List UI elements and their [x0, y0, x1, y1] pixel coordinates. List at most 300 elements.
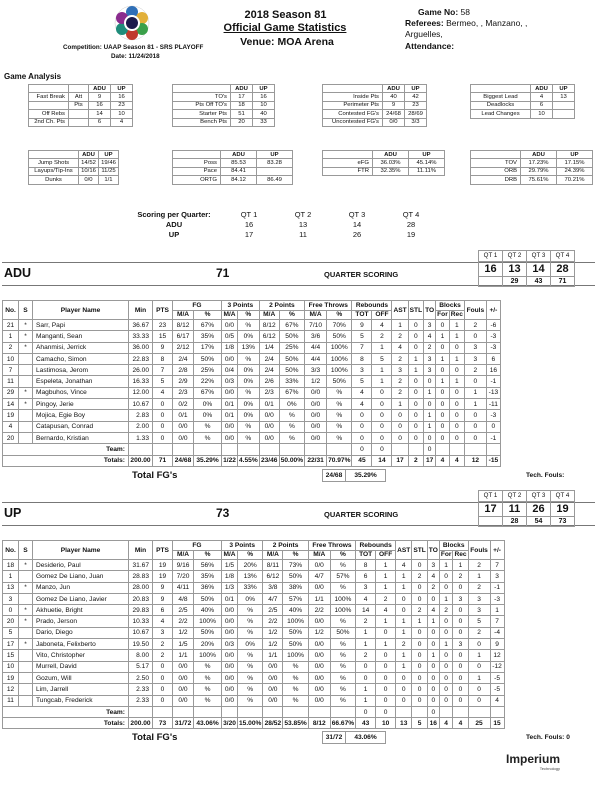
player-row — [3, 421, 501, 432]
player-row — [3, 605, 505, 616]
stat-cell: 0 — [392, 410, 408, 421]
stat-cell: 0 — [396, 605, 412, 616]
col-header: PTS — [153, 301, 173, 320]
analysis-value: 1/1 — [99, 176, 119, 184]
stat-cell: 4 — [153, 616, 173, 627]
stat-cell: 1 — [356, 695, 376, 706]
stat-cell: 19 — [153, 560, 173, 571]
stat-cell: 0 — [412, 560, 427, 571]
stat-cell: * — [19, 320, 33, 331]
total-fg-made: 31/72 — [323, 732, 346, 744]
team-name: UP — [4, 506, 22, 520]
stat-cell: 0 — [376, 672, 396, 683]
stat-cell: 0/0 — [222, 672, 238, 683]
col-header: Blocks — [436, 301, 465, 311]
stat-cell: 1 — [396, 627, 412, 638]
stat-cell: 57% — [283, 593, 308, 604]
stat-cell: 0 — [436, 365, 450, 376]
stat-cell: % — [327, 387, 352, 398]
stat-cell: 1 — [396, 571, 412, 582]
stat-cell: 50% — [194, 593, 222, 604]
stat-cell: 3 — [153, 627, 173, 638]
analysis-value: 24.39% — [557, 167, 593, 175]
stat-cell: 0 — [436, 432, 450, 443]
stat-cell: % — [238, 627, 263, 638]
stat-cell: 0 — [439, 650, 453, 661]
player-name: Akhuetie, Bright — [33, 605, 129, 616]
qt-score: 19 — [551, 501, 575, 516]
analysis-label: Pts Off TO's — [173, 101, 231, 109]
stat-cell: 100% — [194, 650, 222, 661]
stat-cell: 1 — [490, 605, 504, 616]
stat-cell: 0/0 — [222, 421, 238, 432]
stat-cell: 2/2 — [173, 616, 194, 627]
lead-table — [470, 84, 575, 119]
col-header: Min — [129, 301, 153, 320]
stat-cell: -3 — [490, 593, 504, 604]
col-header: Rebounds — [356, 541, 396, 551]
total-fg-pct: 35.29% — [346, 470, 386, 482]
rates-table — [470, 150, 593, 185]
qt-value: 13 — [298, 219, 308, 229]
col-header: AST — [392, 301, 408, 320]
stat-cell: 50% — [283, 627, 308, 638]
stat-cell: 0 — [412, 672, 427, 683]
stat-cell: % — [330, 695, 355, 706]
stat-cell: 0/5 — [222, 331, 238, 342]
stat-cell: 100% — [330, 593, 355, 604]
uaap-logo — [112, 4, 152, 42]
stat-cell: 1 — [3, 331, 19, 342]
stat-cell: 28.00 — [129, 582, 153, 593]
stat-cell: 14 — [356, 605, 376, 616]
stat-cell: 3 — [427, 560, 439, 571]
possession-table — [172, 150, 293, 185]
total-cell: 4 — [436, 455, 450, 466]
total-cell: 53.85% — [283, 718, 308, 729]
stat-cell: 1 — [468, 650, 490, 661]
stat-cell: 2 — [453, 571, 468, 582]
col-header: 3 Points — [222, 301, 260, 311]
analysis-header: UP — [253, 85, 275, 93]
stat-cell: % — [194, 695, 222, 706]
stat-cell: 4 — [153, 387, 173, 398]
stat-cell: 0/0 — [308, 684, 330, 695]
totals-row — [3, 455, 501, 466]
total-cell: 5 — [412, 718, 427, 729]
col-header: 3 Points — [222, 541, 263, 551]
stat-cell: 0 — [153, 399, 173, 410]
stat-cell: 2 — [392, 376, 408, 387]
stat-cell: 0 — [468, 684, 490, 695]
stat-cell: 50% — [194, 353, 222, 364]
stat-cell: 0 — [453, 695, 468, 706]
stat-cell: 35% — [194, 571, 222, 582]
stat-cell: 0% — [238, 331, 260, 342]
col-header: Player Name — [33, 301, 129, 320]
team-row — [3, 444, 501, 455]
stat-cell: 1/4 — [259, 342, 279, 353]
analysis-header — [29, 85, 69, 93]
player-row — [3, 639, 505, 650]
stat-cell: % — [238, 432, 260, 443]
stat-cell: 0 — [408, 320, 423, 331]
player-name: Catapusan, Conrad — [33, 421, 129, 432]
stat-cell: 0 — [424, 376, 436, 387]
stat-cell: 3 — [468, 605, 490, 616]
qt-cumulative — [479, 516, 503, 527]
stat-cell: 1 — [408, 365, 423, 376]
stat-cell: % — [194, 432, 222, 443]
stat-cell — [19, 365, 33, 376]
analysis-label: Uncontested FG's — [323, 118, 383, 126]
stat-cell: 19 — [3, 410, 19, 421]
stat-cell: 0/0 — [222, 320, 238, 331]
stat-cell: 5 — [372, 353, 392, 364]
col-header: +/- — [490, 541, 504, 560]
stat-cell: 0 — [376, 695, 396, 706]
stat-cell: 0/0 — [222, 695, 238, 706]
stat-cell: -5 — [490, 684, 504, 695]
analysis-value: 4 — [111, 118, 133, 126]
stat-cell: 6 — [356, 571, 376, 582]
stat-cell: 0% — [238, 376, 260, 387]
stat-cell: % — [330, 684, 355, 695]
stat-cell: 12.00 — [129, 387, 153, 398]
stat-cell: 4 — [392, 342, 408, 353]
analysis-label: Layups/Tip-Ins — [29, 167, 79, 175]
analysis-value: 10 — [111, 110, 133, 118]
player-name: Camacho, Simon — [33, 353, 129, 364]
stat-cell: 0 — [449, 399, 464, 410]
game-number: Game No: 58 — [418, 7, 470, 17]
empty-cell — [283, 706, 308, 717]
stat-cell: 1/8 — [222, 571, 238, 582]
stat-cell: 0/0 — [222, 661, 238, 672]
stat-cell: 4 — [427, 605, 439, 616]
analysis-value: 20 — [231, 118, 253, 126]
stat-cell: 67% — [194, 387, 222, 398]
player-stats-table — [2, 540, 505, 729]
col-header: S — [19, 301, 33, 320]
empty-cell — [173, 706, 194, 717]
analysis-header — [323, 151, 373, 159]
analysis-label: Pace — [173, 167, 221, 175]
stat-cell: 1 — [439, 639, 453, 650]
stat-cell: 0/0 — [222, 387, 238, 398]
stat-cell: 15 — [3, 650, 19, 661]
team-row — [3, 706, 505, 717]
analysis-value: 36.03% — [373, 159, 409, 167]
stat-cell: 0 — [356, 672, 376, 683]
stat-cell: 70% — [327, 320, 352, 331]
analysis-value: 40 — [253, 110, 275, 118]
analysis-label: ORTG — [173, 176, 221, 184]
stat-cell: 0 — [408, 410, 423, 421]
stat-cell: 100% — [327, 353, 352, 364]
total-cell: 50.00% — [279, 455, 304, 466]
qt-value: 26 — [352, 229, 362, 239]
stat-cell: 1/2 — [263, 639, 283, 650]
sub-header: % — [194, 310, 222, 320]
stat-cell — [19, 650, 33, 661]
sub-header: % — [194, 550, 222, 560]
analysis-label: DRB — [471, 176, 521, 184]
stat-cell: 14 — [3, 399, 19, 410]
col-header: STL — [408, 301, 423, 320]
qt-cumulative: 54 — [527, 516, 551, 527]
stat-cell — [19, 376, 33, 387]
quarter-scoring-label: QUARTER SCORING — [324, 510, 399, 519]
stat-cell: 1 — [396, 661, 412, 672]
analysis-header: ADU — [521, 151, 557, 159]
stat-cell: 0 — [396, 672, 412, 683]
stat-cell: 0 — [153, 672, 173, 683]
empty-cell — [153, 444, 173, 455]
stat-cell: 1 — [424, 387, 436, 398]
stat-cell: 0 — [449, 410, 464, 421]
stat-cell: % — [283, 672, 308, 683]
analysis-value — [69, 118, 89, 126]
stat-cell: 0 — [412, 582, 427, 593]
stat-cell: % — [238, 661, 263, 672]
stat-cell: 57% — [330, 571, 355, 582]
empty-cell — [308, 706, 330, 717]
quarter-scoring-label: QUARTER SCORING — [324, 270, 399, 279]
analysis-value — [553, 101, 575, 109]
stat-cell: 3 — [464, 353, 486, 364]
stat-cell: 36% — [194, 582, 222, 593]
stat-cell — [19, 672, 33, 683]
stat-cell: * — [19, 399, 33, 410]
stat-cell: 1 — [376, 639, 396, 650]
stat-cell: 3/3 — [305, 365, 327, 376]
stat-cell: 50% — [327, 331, 352, 342]
stat-cell: -13 — [486, 387, 500, 398]
empty-cell — [330, 706, 355, 717]
total-cell: 23/46 — [259, 455, 279, 466]
qt-score: 28 — [551, 261, 575, 276]
stat-cell: 1 — [449, 376, 464, 387]
qt-score: 17 — [479, 501, 503, 516]
col-header: AST — [396, 541, 412, 560]
total-cell: 1/22 — [222, 455, 238, 466]
tech-fouls: Tech. Fouls: 0 — [526, 734, 570, 741]
stat-cell: 2/4 — [173, 353, 194, 364]
empty-cell — [173, 444, 194, 455]
col-header: Player Name — [33, 541, 129, 560]
stat-cell: % — [238, 353, 260, 364]
stat-cell: 1 — [464, 399, 486, 410]
stat-cell: 0/0 — [222, 605, 238, 616]
qt-label: QT 1 — [479, 251, 503, 262]
empty-cell — [259, 444, 279, 455]
stat-cell: 2/5 — [173, 605, 194, 616]
stat-cell: % — [238, 320, 260, 331]
stat-cell — [19, 661, 33, 672]
stat-cell: -4 — [490, 627, 504, 638]
analysis-label: ORB — [471, 167, 521, 175]
analysis-label: TOV — [471, 159, 521, 167]
sub-header: % — [279, 310, 304, 320]
qt-label: QT 4 — [551, 491, 575, 502]
stat-cell: 20 — [3, 616, 19, 627]
stat-cell: 0/2 — [173, 399, 194, 410]
sub-header: % — [327, 310, 352, 320]
analysis-value: 17.15% — [557, 159, 593, 167]
stat-cell: 15 — [153, 331, 173, 342]
efg-table — [322, 150, 445, 176]
stat-cell: 50% — [279, 331, 304, 342]
total-cell: 4.55% — [238, 455, 260, 466]
qt-value: 11 — [299, 229, 307, 239]
stat-cell: 0/0 — [305, 421, 327, 432]
stat-cell: 0/0 — [173, 432, 194, 443]
stat-cell: 0/0 — [305, 410, 327, 421]
player-row — [3, 387, 501, 398]
stat-cell: 19.50 — [129, 639, 153, 650]
stat-cell: * — [19, 639, 33, 650]
stat-cell: 2 — [392, 387, 408, 398]
stat-cell: 3 — [453, 593, 468, 604]
total-cell: 24/68 — [173, 455, 194, 466]
stat-cell: 1 — [392, 399, 408, 410]
empty-cell — [305, 444, 327, 455]
stat-cell: 5.17 — [129, 661, 153, 672]
stat-cell: 0 — [372, 387, 392, 398]
stat-cell: 2/5 — [263, 605, 283, 616]
player-name: Vito, Christopher — [33, 650, 129, 661]
analysis-value: 70.21% — [557, 176, 593, 184]
sub-header: Rec — [450, 311, 463, 319]
stat-cell: 4 — [490, 695, 504, 706]
stat-cell: 3 — [490, 571, 504, 582]
col-header: STL — [412, 541, 427, 560]
stat-cell: 22% — [194, 376, 222, 387]
qt-cumulative: 28 — [503, 516, 527, 527]
stat-cell: 0 — [449, 432, 464, 443]
player-row — [3, 582, 505, 593]
total-cell: 15.00% — [238, 718, 263, 729]
stat-cell: 0 — [153, 421, 173, 432]
analysis-value: 16 — [253, 93, 275, 101]
stat-cell: 40% — [194, 605, 222, 616]
stat-cell: 4 — [376, 605, 396, 616]
stat-cell: 2/2 — [263, 616, 283, 627]
stat-cell: 2 — [153, 639, 173, 650]
stat-cell: 50% — [279, 353, 304, 364]
stat-cell: 11 — [3, 695, 19, 706]
player-row — [3, 365, 501, 376]
stat-cell: 50% — [279, 365, 304, 376]
stat-cell: 4 — [356, 593, 376, 604]
stat-cell: 1 — [424, 421, 436, 432]
player-name: Jaboneta, Felixberto — [33, 639, 129, 650]
stat-cell: % — [330, 616, 355, 627]
stat-cell: 1 — [412, 616, 427, 627]
total-cell: -15 — [486, 455, 500, 466]
stat-cell: 56% — [194, 560, 222, 571]
tech-fouls: Tech. Fouls: — [526, 472, 565, 479]
qt-label: QT 3 — [527, 491, 551, 502]
stat-cell: 9 — [153, 582, 173, 593]
total-cell: 4 — [449, 455, 464, 466]
sub-header: M/A — [173, 310, 194, 320]
stat-cell: 1/8 — [222, 342, 238, 353]
stat-cell: 0/3 — [222, 376, 238, 387]
stat-cell: 0 — [464, 421, 486, 432]
stat-cell: 1 — [427, 616, 439, 627]
stat-cell: 6/12 — [259, 331, 279, 342]
points-table — [322, 84, 427, 127]
analysis-value: Pts — [69, 101, 89, 109]
qt-label: QT 3 — [527, 251, 551, 262]
qt-cumulative: 43 — [527, 276, 551, 287]
stat-cell: 0% — [279, 399, 304, 410]
analysis-value: 13 — [553, 93, 575, 101]
player-name: Espeleta, Jonathan — [33, 376, 129, 387]
stat-cell: 0 — [408, 342, 423, 353]
stat-cell: 0 — [412, 661, 427, 672]
qt-header: QT 2 — [294, 209, 312, 219]
stat-cell: 0 — [436, 387, 450, 398]
stat-cell: -1 — [486, 432, 500, 443]
stat-cell: 3 — [392, 365, 408, 376]
team-label: UP — [168, 229, 180, 239]
stat-cell: % — [194, 684, 222, 695]
stat-cell: 2 — [356, 616, 376, 627]
stat-cell: 10 — [3, 353, 19, 364]
qt-score: 13 — [503, 261, 527, 276]
stat-cell: 0 — [464, 410, 486, 421]
stat-cell: % — [283, 661, 308, 672]
empty-cell — [490, 706, 504, 717]
stat-cell: 17 — [3, 639, 19, 650]
analysis-value: 16 — [89, 101, 111, 109]
stat-cell: 1 — [356, 639, 376, 650]
stat-cell: * — [19, 331, 33, 342]
stat-cell: 40% — [283, 605, 308, 616]
total-cell: 17 — [424, 455, 436, 466]
analysis-value: 11/25 — [99, 167, 119, 175]
analysis-header: UP — [409, 151, 445, 159]
empty-cell — [238, 444, 260, 455]
stat-cell: 0/0 — [222, 353, 238, 364]
sub-header: Rec — [454, 551, 467, 559]
fastbreak-table — [28, 84, 133, 127]
stat-cell: 0 — [464, 432, 486, 443]
stat-cell: 2 — [412, 605, 427, 616]
analysis-label: Contested FG's — [323, 110, 383, 118]
sub-header: % — [238, 310, 260, 320]
stat-cell: 0% — [238, 593, 263, 604]
shot-type-table — [28, 150, 119, 185]
analysis-header — [471, 151, 521, 159]
team-label: Team: — [3, 444, 129, 455]
stat-cell: % — [283, 695, 308, 706]
analysis-header — [69, 85, 89, 93]
analysis-header: UP — [257, 151, 293, 159]
stat-cell: 0 — [376, 661, 396, 672]
qt-label: QT 1 — [479, 491, 503, 502]
stat-cell: 0/0 — [308, 661, 330, 672]
stat-cell: 0/0 — [259, 432, 279, 443]
analysis-value: 45.14% — [409, 159, 445, 167]
stat-cell: 1 — [356, 684, 376, 695]
stat-cell: 16.33 — [129, 376, 153, 387]
stat-cell: 2 — [464, 365, 486, 376]
analysis-label: Fast Break — [29, 93, 69, 101]
